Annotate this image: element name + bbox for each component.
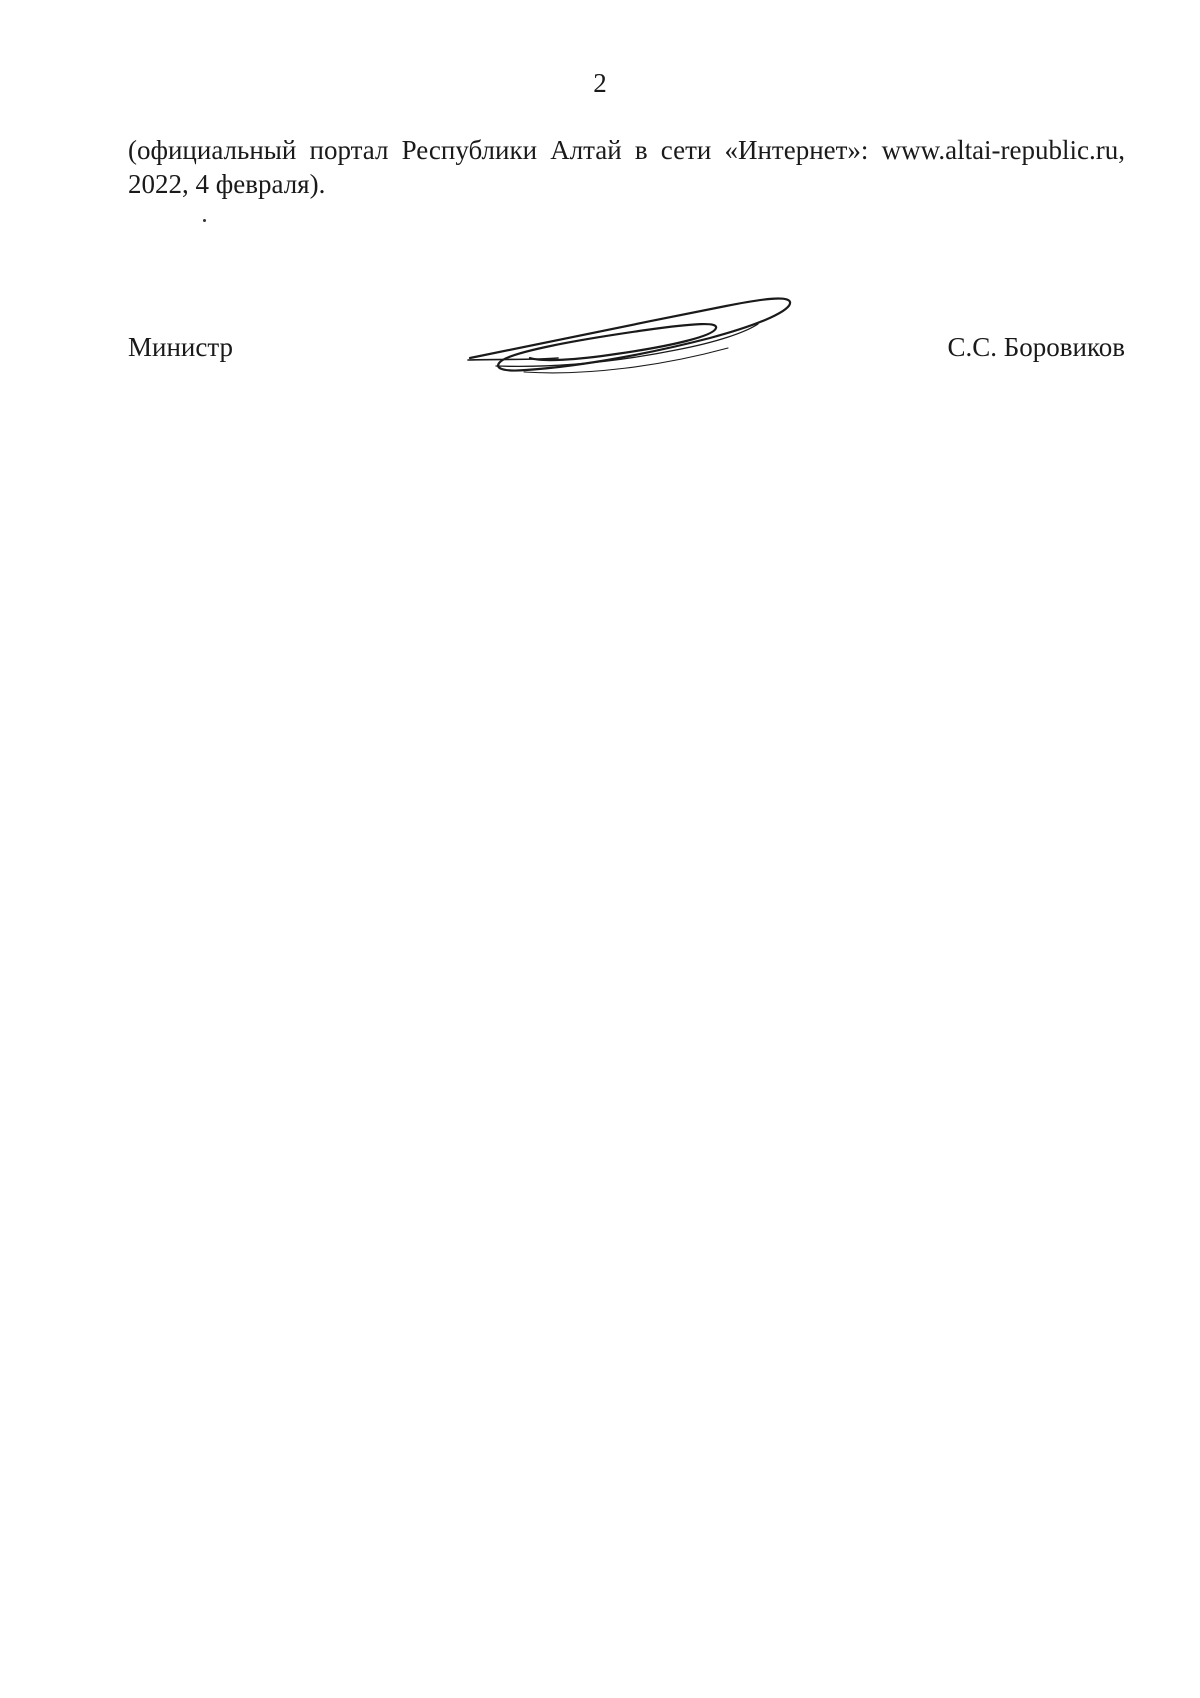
signatory-position: Министр [128,332,233,362]
stray-dot [203,219,206,222]
page-number: 2 [593,68,607,98]
body-paragraph: (официальный портал Республики Алтай в сети «Интернет»: www.altai-republic.ru, 2022, 4 февраля). [128,135,1125,199]
handwritten-signature [466,296,798,386]
signatory-name: С.С. Боровиков [947,332,1125,362]
